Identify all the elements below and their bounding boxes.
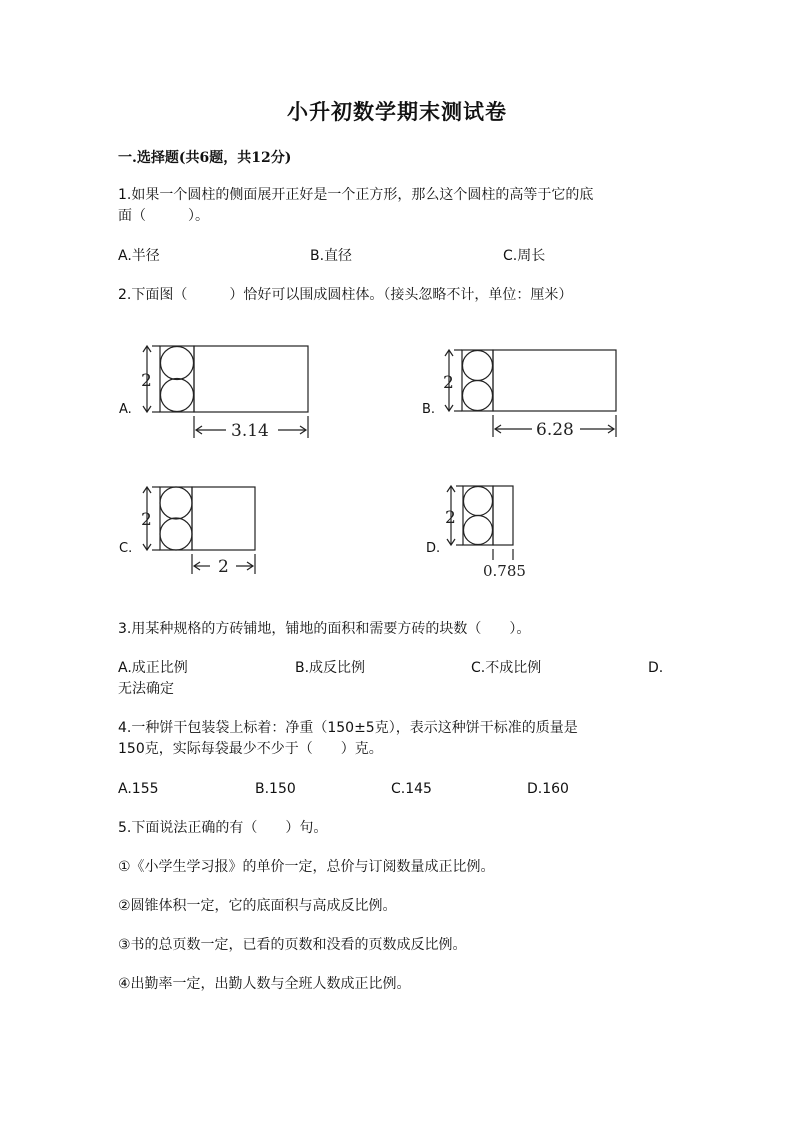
- figure-d-label: D.: [426, 541, 441, 556]
- question-3-text: 3.用某种规格的方砖铺地，铺地的面积和需要方砖的块数（ ）。: [118, 621, 531, 637]
- figure-a-height-label: 2: [141, 371, 152, 391]
- figure-c-width-label: 2: [218, 557, 229, 577]
- question-4-text-line1: 4.一种饼干包装袋上标着：净重（150±5克），表示这种饼干标准的质量是: [118, 720, 578, 736]
- figure-a-label: A.: [119, 402, 132, 417]
- question-4-option-a[interactable]: A.155: [118, 781, 159, 797]
- question-3-option-a[interactable]: A.成正比例: [118, 660, 188, 676]
- figure-d-height-label: 2: [445, 508, 456, 528]
- figure-c-label: C.: [119, 541, 133, 556]
- question-1-option-b[interactable]: B.直径: [310, 248, 353, 264]
- question-3-option-b[interactable]: B.成反比例: [295, 660, 366, 676]
- figure-d-diagram: [442, 482, 542, 582]
- question-5-text: 5.下面说法正确的有（ ）句。: [118, 820, 328, 836]
- question-4-option-b[interactable]: B.150: [255, 781, 296, 797]
- question-4-option-c[interactable]: C.145: [391, 781, 432, 797]
- question-4-option-d[interactable]: D.160: [527, 781, 569, 797]
- question-5-statement-2: ②圆锥体积一定，它的底面积与高成反比例。: [118, 898, 397, 914]
- question-3-option-c[interactable]: C.不成比例: [471, 660, 542, 676]
- figure-b-label: B.: [422, 402, 436, 417]
- figure-a-diagram: [138, 340, 318, 440]
- figure-a-width-label: 3.14: [231, 421, 269, 441]
- figure-b-diagram: [440, 345, 620, 445]
- question-2-text: 2.下面图（ ）恰好可以围成圆柱体。（接头忽略不计，单位：厘米）: [118, 287, 573, 303]
- question-3-option-d[interactable]: D.: [648, 660, 664, 676]
- question-1-text-line1: 1.如果一个圆柱的侧面展开正好是一个正方形，那么这个圆柱的高等于它的底: [118, 187, 594, 203]
- question-4-text-line2: 150克，实际每袋最少不少于（ ）克。: [118, 741, 383, 757]
- question-1-text-line2: 面（ ）。: [118, 208, 209, 224]
- page-title: 小升初数学期末测试卷: [287, 99, 507, 124]
- question-5-statement-4: ④出勤率一定，出勤人数与全班人数成正比例。: [118, 976, 411, 992]
- question-5-statement-3: ③书的总页数一定，已看的页数和没看的页数成反比例。: [118, 937, 467, 953]
- question-1-option-c[interactable]: C.周长: [503, 248, 546, 264]
- question-1-option-a[interactable]: A.半径: [118, 248, 160, 264]
- figure-c-height-label: 2: [141, 510, 152, 530]
- figure-b-height-label: 2: [443, 373, 454, 393]
- figure-d-width-label: 0.785: [483, 562, 526, 580]
- figure-c-diagram: [138, 480, 268, 580]
- section-heading: 一.选择题(共6题，共12分): [118, 150, 292, 166]
- figure-b-width-label: 6.28: [536, 420, 574, 440]
- question-5-statement-1: ①《小学生学习报》的单价一定，总价与订阅数量成正比例。: [118, 859, 495, 875]
- question-3-option-d-text[interactable]: 无法确定: [118, 681, 174, 697]
